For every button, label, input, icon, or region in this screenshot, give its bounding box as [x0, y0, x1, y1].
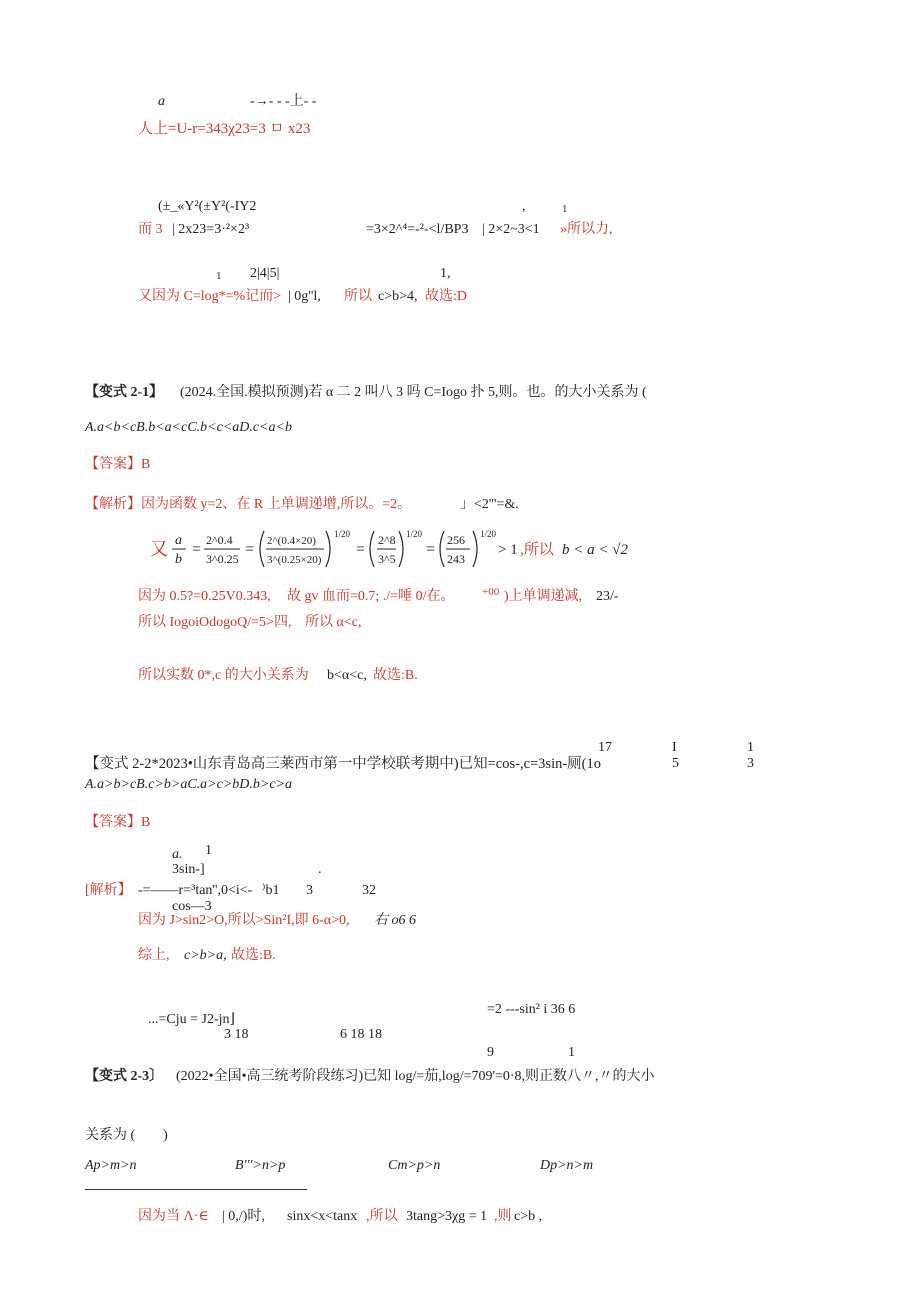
formula-f2-num: 2^(0.4×20) — [267, 535, 316, 547]
v21-explain-b: 」<2'''=&. — [460, 497, 519, 512]
v21-line3d: )上单调递减, — [504, 589, 583, 604]
v23-nine: 9 — [487, 1045, 494, 1060]
v22-f3: 3 18 — [224, 1027, 249, 1042]
v21-line4a: 所以 IogoiOdogoQ/=5>四, — [138, 615, 292, 630]
text-line-7a: 而 3 — [138, 222, 163, 237]
v21-explain-a: 【解析】因为函数 y=2、在 R 上单调递增,所以。=2。 — [85, 497, 412, 512]
v23-option-c: Cm>p>n — [388, 1158, 441, 1173]
formula-suo: ,所以 — [520, 542, 554, 558]
text-line-8c: 1, — [440, 266, 451, 281]
text-line-8b: 2|4|5| — [250, 266, 280, 281]
v23-heading: 【变式 2-3〕 — [85, 1069, 164, 1084]
v23-option-a: Ap>m>n — [85, 1158, 137, 1173]
v22-explain-d: 3 — [306, 883, 313, 898]
v21-source: (2024.全国.模拟预测)若 α 二 2 叫八 3 吗 C=Iogo 扑 5,则。也。的大小关系为 ( — [180, 385, 647, 400]
v23-explain-b: | 0,/)时, — [222, 1209, 265, 1224]
v21-heading: 【变式 2-1】 — [85, 385, 164, 400]
v21-line3e: 23/- — [596, 589, 619, 604]
formula-eq1: = — [192, 541, 202, 558]
formula-exp1: 1/20 — [334, 529, 351, 539]
v22-dot: . — [318, 862, 322, 877]
v22-line2: 因为 J>sin2>O,所以>Sin²I,即 6-α>0, — [138, 913, 350, 928]
v21-line4b: 所以 α<c, — [305, 615, 362, 630]
formula-f3-num: 2^8 — [378, 533, 396, 547]
text-line-9b: | 0g''l, — [288, 289, 321, 304]
v21-line5a: 所以实数 0*,c 的大小关系为 — [138, 668, 309, 683]
formula-eq2: = — [245, 541, 255, 558]
v22-explain-c: ⁾b1 — [262, 883, 280, 898]
formula-f1-den: 3^0.25 — [206, 552, 239, 566]
v22-f4: 6 18 18 — [340, 1027, 382, 1042]
v21-line3a: 因为 0.5?=0.25V0.343, — [138, 589, 271, 604]
v22-five: 5 — [672, 756, 679, 771]
v22-explain-e: 32 — [362, 883, 376, 898]
formula-a: a — [175, 533, 182, 548]
v22-one: 1 — [205, 843, 212, 858]
formula-f4-den: 243 — [447, 552, 465, 566]
v22-top-17: 17 — [598, 740, 612, 755]
text-a: a — [158, 94, 165, 109]
v21-options: A.a<b<cB.b<a<cC.b<c<aD.c<a<b — [85, 420, 292, 435]
formula-b: b — [175, 552, 182, 567]
v21-formula — [148, 527, 628, 571]
v23-source2: 关系为 ( ) — [85, 1128, 168, 1143]
formula-exp3: 1/20 — [480, 529, 497, 539]
v22-top-I: I — [672, 740, 677, 755]
divider-line — [85, 1189, 307, 1190]
v21-line3c: +00 — [482, 586, 500, 598]
text-line-7e: »所以力, — [560, 222, 613, 237]
text-line-7c: =3×2^⁴=-²-<l/BP3 — [366, 222, 469, 237]
text-arrow-line: -→- - -上- - — [250, 94, 317, 109]
v22-line3c: 故选:B. — [231, 948, 276, 963]
v22-top-1: 1 — [747, 740, 754, 755]
text-line-4: (±_«Y²(±Y²(-IY2 — [158, 199, 257, 214]
v22-sin: 3sin-] — [172, 862, 205, 877]
text-line-3: 人上=U-r=343χ23=3 ㅁ x23 — [138, 121, 311, 137]
v22-three: 3 — [747, 756, 754, 771]
formula-eq3: = — [356, 541, 366, 558]
v22-cos: cos—3 — [172, 899, 212, 914]
v22-explain-a: [解析】 — [85, 883, 132, 898]
formula-eq4: = — [426, 541, 436, 558]
v21-line3b: 故 gv 血而=0.7; ./=唾 0/在。 — [287, 589, 455, 604]
v21-answer: 【答案】B — [85, 457, 151, 472]
formula-f2-den: 3^(0.25×20) — [267, 554, 322, 566]
v23-option-d: Dp>n>m — [540, 1158, 594, 1173]
text-comma: , — [522, 199, 526, 214]
v22-f2: =2 ---sin² i 36 6 — [487, 1002, 576, 1017]
v23-explain-g: c>b , — [514, 1209, 543, 1224]
v22-explain-b: -=——r=³tan'',0<i<- — [138, 883, 253, 898]
formula-exp2: 1/20 — [406, 529, 423, 539]
text-line-9c: 所以 — [344, 289, 372, 304]
formula-conclusion: b < a < √2 — [562, 542, 628, 558]
v22-line3b: c>b>a, — [184, 948, 227, 963]
v22-options: A.a>b>cB.c>b>aC.a>c>bD.b>c>a — [85, 777, 292, 792]
v22-line3a: 综上, — [138, 948, 170, 963]
v21-line5c: 故选:B. — [373, 668, 418, 683]
v23-explain-f: ,则 — [494, 1209, 512, 1224]
v23-one: 1 — [568, 1045, 575, 1060]
formula-gt1: > 1 — [498, 542, 518, 558]
v22-answer: 【答案】B — [85, 815, 151, 830]
v23-explain-a: 因为当 Λ·∈ — [138, 1209, 209, 1224]
text-line-8a: 1 — [216, 270, 222, 282]
v22-f1: ...=Cju = J2-jn⌋ — [148, 1012, 235, 1027]
text-line-7d: | 2×2~3<1 — [482, 222, 540, 237]
text-line-9e: 故选:D — [425, 289, 467, 304]
formula-you: 又 — [150, 539, 168, 559]
v23-option-b: B'''>n>p — [235, 1158, 286, 1173]
v21-line5b: b<α<c, — [327, 668, 367, 683]
formula-f3-den: 3^5 — [378, 552, 396, 566]
v23-explain-c: sinx<x<tanx — [287, 1209, 358, 1224]
text-line-7b: | 2x23=3·²×2³ — [172, 222, 250, 237]
v22-a: a. — [172, 847, 183, 862]
text-one: 1 — [562, 203, 568, 215]
text-line-9a: 又因为 C=log*=%记而> — [138, 289, 282, 304]
v22-line2b: 右 o6 6 — [374, 913, 416, 928]
v23-source: (2022•全国•高三统考阶段练习)已知 log/=茄,log/=709'=0·8,则正数八〃,〃的大小 — [176, 1069, 655, 1084]
formula-f1-num: 2^0.4 — [206, 533, 233, 547]
v22-heading: 【变式 2-2*2023•山东青岛高三莱西市第一中学校联考期中)已知=cos-,c=3sin-厕(1o — [85, 756, 602, 772]
text-line-9d: c>b>4, — [378, 289, 418, 304]
formula-f4-num: 256 — [447, 533, 465, 547]
v23-explain-e: 3tang>3χg = 1 — [406, 1209, 488, 1224]
v23-explain-d: ,所以 — [366, 1209, 398, 1224]
